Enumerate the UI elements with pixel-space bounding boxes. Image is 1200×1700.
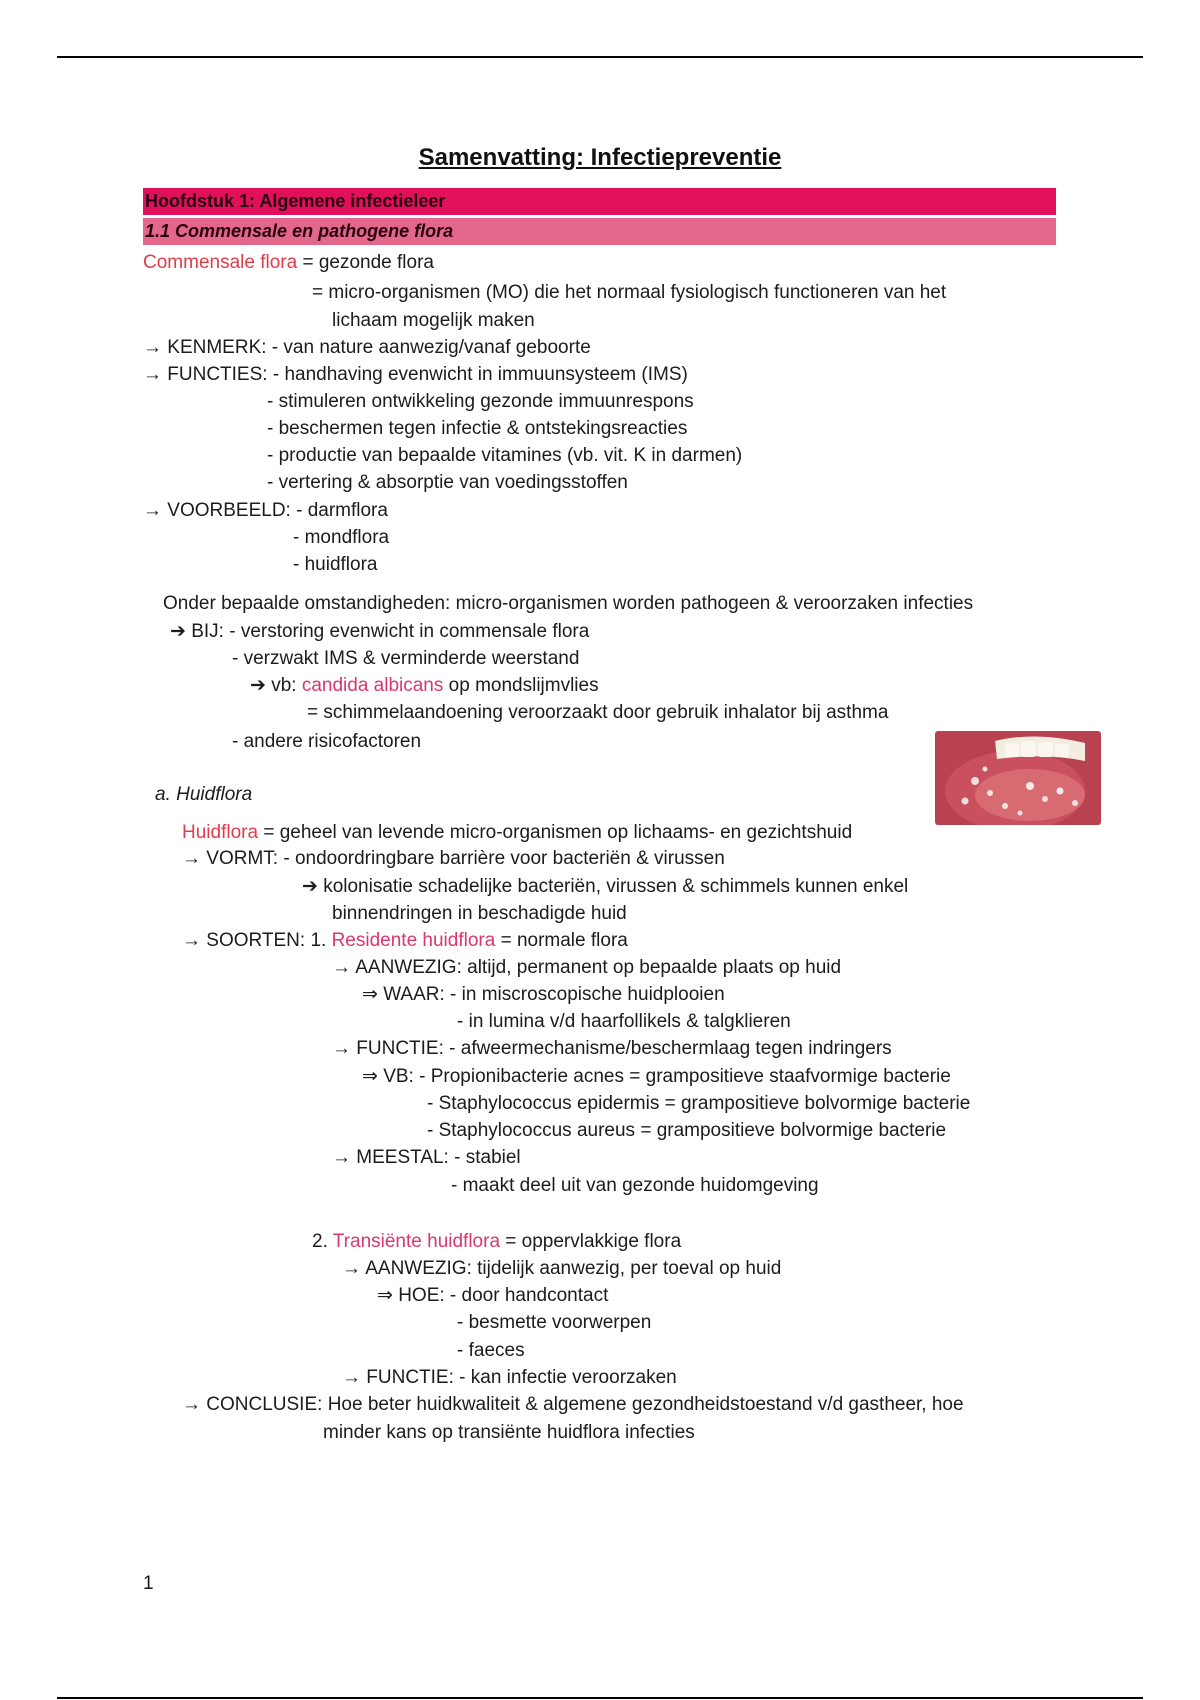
chapter-heading: Hoofdstuk 1: Algemene infectieleer: [143, 188, 1056, 215]
document-title: Samenvatting: Infectiepreventie: [418, 144, 782, 171]
text-line: - productie van bepaalde vitamines (vb. vit. K in darmen): [267, 445, 743, 466]
text-line: → SOORTEN: 1. Residente huidflora = normale flora: [182, 930, 628, 951]
term-residente-huidflora: Residente huidflora: [331, 930, 496, 951]
text-line: → CONCLUSIE: Hoe beter huidkwaliteit & algemene gezondheidstoestand v/d gastheer, hoe: [182, 1394, 964, 1415]
text-line: → AANWEZIG: altijd, permanent op bepaalde plaats op huid: [332, 957, 842, 978]
text-line: Onder bepaalde omstandigheden: micro-organismen worden pathogeen & veroorzaken infecties: [163, 593, 974, 614]
text-line: ⇒ HOE: - door handcontact: [377, 1285, 609, 1306]
text-line: binnendringen in beschadigde huid: [332, 903, 627, 924]
text-line: → FUNCTIE: - kan infectie veroorzaken: [342, 1367, 677, 1388]
text-line: - Staphylococcus epidermis = grampositieve bolvormige bacterie: [427, 1093, 971, 1114]
text-line: → FUNCTIES: - handhaving evenwicht in immuunsysteem (IMS): [143, 364, 688, 385]
text-line: ➔ kolonisatie schadelijke bacteriën, virussen & schimmels kunnen enkel: [302, 876, 909, 897]
text-line: ➔ vb: candida albicans op mondslijmvlies: [250, 675, 599, 696]
text-line: lichaam mogelijk maken: [332, 310, 535, 331]
text-line: - andere risicofactoren: [232, 731, 422, 752]
section-heading: 1.1 Commensale en pathogene flora: [143, 218, 1056, 245]
text-line: - stimuleren ontwikkeling gezonde immuunrespons: [267, 391, 694, 412]
text-line: - besmette voorwerpen: [457, 1312, 652, 1333]
text-line: - Staphylococcus aureus = grampositieve bolvormige bacterie: [427, 1120, 947, 1141]
text-line: - beschermen tegen infectie & ontstekingsreacties: [267, 418, 688, 439]
term-huidflora: Huidflora: [182, 822, 259, 843]
text-line: - vertering & absorptie van voedingsstoffen: [267, 472, 628, 493]
text-line: ➔ BIJ: - verstoring evenwicht in commensale flora: [170, 621, 590, 642]
footer-rule: [57, 1697, 1143, 1699]
text-line: - in lumina v/d haarfollikels & talgklieren: [457, 1011, 791, 1032]
text-line: - verzwakt IMS & verminderde weerstand: [232, 648, 580, 669]
text-line: ⇒ VB: - Propionibacterie acnes = grampositieve staafvormige bacterie: [362, 1066, 951, 1087]
term-commensale-flora: Commensale flora: [143, 252, 298, 273]
text-line: 2. Transiënte huidflora = oppervlakkige flora: [312, 1231, 682, 1252]
mouth-image: [935, 731, 1101, 825]
text-line: → VORMT: - ondoordringbare barrière voor bacteriën & virussen: [182, 848, 725, 869]
candida-mouth-photo: [935, 731, 1101, 825]
term-candida-albicans: candida albicans: [301, 675, 444, 696]
text-line: → AANWEZIG: tijdelijk aanwezig, per toeval op huid: [342, 1258, 782, 1279]
text-line: Commensale flora = gezonde flora: [143, 252, 434, 273]
text-line: - faeces: [457, 1340, 525, 1361]
text-line: → FUNCTIE: - afweermechanisme/beschermlaag tegen indringers: [332, 1038, 892, 1059]
subheading-huidflora: a. Huidflora: [155, 784, 253, 805]
text-line: - huidflora: [293, 554, 378, 575]
header-rule: [57, 56, 1143, 58]
page-number: 1: [143, 1573, 154, 1594]
text-line: - maakt deel uit van gezonde huidomgeving: [451, 1175, 819, 1196]
text-line: ⇒ WAAR: - in miscroscopische huidplooien: [362, 984, 725, 1005]
text-line: - mondflora: [293, 527, 390, 548]
text-line: = micro-organismen (MO) die het normaal fysiologisch functioneren van het: [312, 282, 947, 303]
text-line: → MEESTAL: - stabiel: [332, 1147, 521, 1168]
text-line: = schimmelaandoening veroorzaakt door gebruik inhalator bij asthma: [307, 702, 889, 723]
text-line: minder kans op transiënte huidflora infecties: [323, 1422, 695, 1443]
term-transiente-huidflora: Transiënte huidflora: [332, 1231, 501, 1252]
text-line: → KENMERK: - van nature aanwezig/vanaf geboorte: [143, 337, 591, 358]
text-line: Huidflora = geheel van levende micro-organismen op lichaams- en gezichtshuid: [182, 822, 853, 843]
text-line: → VOORBEELD: - darmflora: [143, 500, 388, 521]
